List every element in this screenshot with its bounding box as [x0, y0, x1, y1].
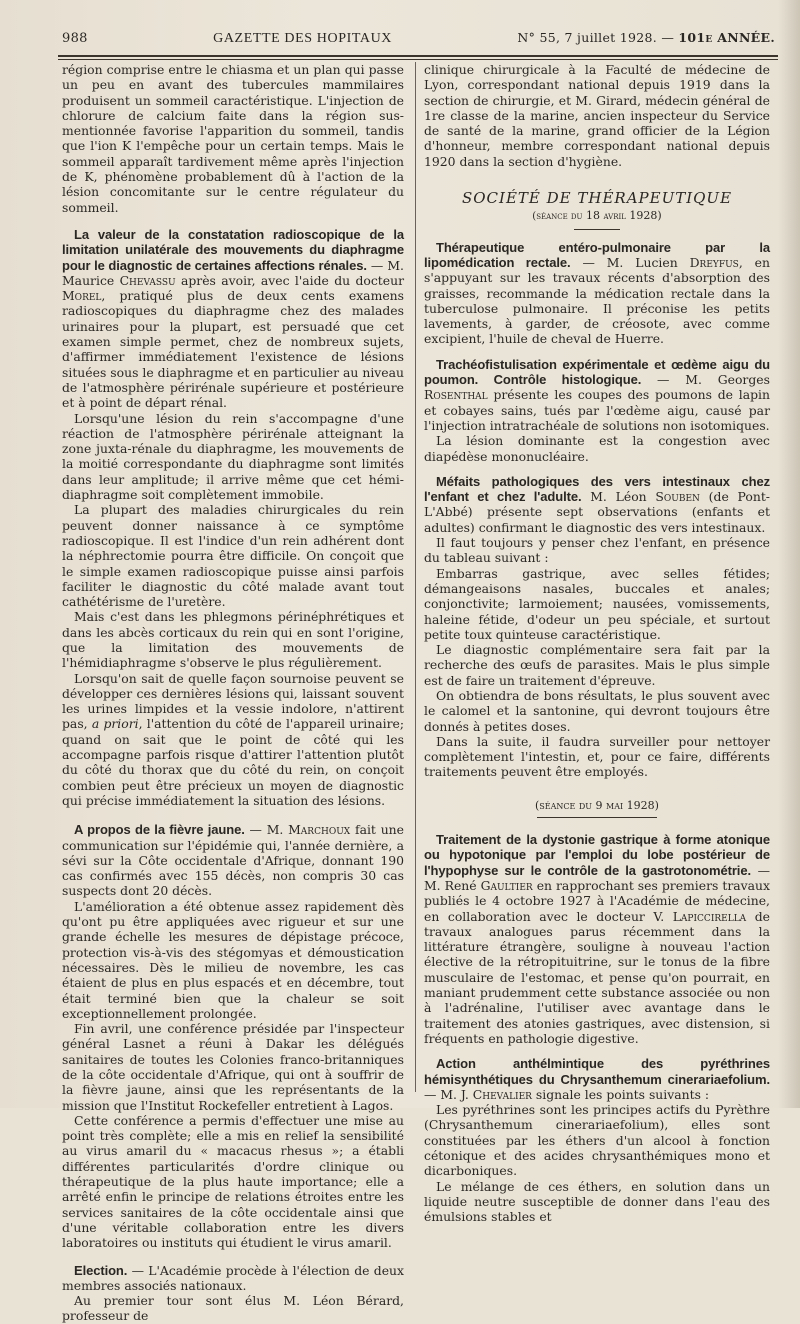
section-title: SOCIÉTÉ DE THÉRAPEUTIQUE: [461, 189, 733, 208]
article-fievre-jaune: [62, 822, 404, 1250]
article-paragraph: Election. — L'Académie procède à l'élection de deux membres associés nationaux.: [62, 1262, 404, 1293]
article-paragraph: Mais c'est dans les phlegmons périnéphrétiques et dans les abcès corticaux du rein qui en sont l'origine, que la limitation des mouvements de l'hémidiaphragme s'observe le plus régulièrement.: [62, 609, 404, 671]
column-divider: [415, 62, 416, 1092]
article-paragraph: Lorsqu'on sait de quelle façon sournoise peuvent se développer ces dernières lésions qui, laissant souvent les urines limpides et la vessie indolore, n'attirent pas, a priori, l'attention du côté de l'appareil urinaire; quand on sait que le point de côté qui les accompagne parfois risque d'attirer l'attention plutôt du côté du thorax que du côté du rein, on conçoit combien peut être précieux un moyen de diagnostic qui précise immédiatement la situation des lésions.: [62, 670, 404, 808]
header-rule-thin: [58, 59, 778, 60]
continued-paragraph: clinique chirurgicale à la Faculté de médecine de Lyon, correspondant national depuis 1919 dans la section de chirurgie, et M. Girard, médecin général de 1re classe de la marine, ancien inspecteur du Service de santé de la marine, grand officier de la Légion d'honneur, membre correspondant national depuis 1920 dans la section d'hygiène.: [424, 62, 770, 169]
article-title: Traitement de la dystonie gastrique à forme atonique ou hypotonique par l'emploi du lobe postérieur de l'hypophyse sur le contrôle de la gastrotonométrie.: [424, 832, 770, 878]
author-name: Chevassu: [119, 272, 176, 288]
article-paragraph: Lorsqu'une lésion du rein s'accompagne d'une réaction de l'atmosphère périrénale atteignant la zone juxta-rénale du diaphragme, les mouvements de la moitié correspondante du diaphragme sont limités dans leur amplitude; il arrive même que cet hémi-diaphragme soit complètement immobile.: [62, 410, 404, 503]
article-paragraph: Les pyréthrines sont les principes actifs du Pyrèthre (Chrysanthemum cinerariaefolium), elles sont constituées par les éthers d'un alcool à fonction cétonique et des acides chrysanthémiques mono et dicarboniques.: [424, 1102, 770, 1179]
article-paragraph: Action anthélmintique des pyréthrines hémisynthétiques du Chrysanthemum cinerariaefolium. — M. J. Chevalier signale les points suivants :: [424, 1056, 770, 1102]
author-name: Souben: [655, 489, 700, 505]
article-paragraph: Traitement de la dystonie gastrique à forme atonique ou hypotonique par l'emploi du lobe postérieur de l'hypophyse sur le contrôle de la gastrotonométrie. — M. René Gaultier en rapprochant ses premiers travaux publiés le 4 octobre 1927 à l'Académie de médecine, en collaboration avec le docteur V. Lapiccirella de travaux analogues parus récemment dans la littérature étrangère, souligne à nouveau l'action élective de la rétropituitrine, sur le tonus de la fibre musculaire de l'estomac, et pense qu'on pourrait, en maniant prudemment cette substance associée ou non à l'adrénaline, l'utiliser avec avantage dans le traitement des atonies gastriques, avec distension, si fréquents en pathologie digestive.: [424, 832, 770, 1046]
article-title: Trachéofistulisation expérimentale et œdème aigu du poumon. Contrôle histologique.: [424, 356, 770, 388]
right-column: [424, 62, 770, 1224]
article-paragraph: L'amélioration a été obtenue assez rapidement dès qu'ont pu être appliquées avec rigueur et sur une grande échelle les mesures de dépistage précoce, protection vis-à-vis des stégomyas et démoustication nécessaires. Dès le milieu de novembre, les cas étaient de plus en plus espacés et en décembre, tout était terminé bien que la chaleur se soit exceptionnellement prolongée.: [62, 898, 404, 1021]
author-name: Morel: [62, 288, 102, 304]
author-name: Rosenthal: [424, 387, 488, 403]
seance-date: (séance du 18 avril 1928): [532, 209, 662, 223]
article-lipomedication: [424, 240, 770, 347]
article-paragraph: Méfaits pathologiques des vers intestinaux chez l'enfant et chez l'adulte. M. Léon Souben (de Pont-L'Abbé) présente sept observations (enfants et adultes) confirmant le diagnostic des vers intestinaux.: [424, 473, 770, 535]
seance-date: (séance du 9 mai 1928): [535, 798, 659, 812]
article-paragraph: La lésion dominante est la congestion avec diapédèse mononucléaire.: [424, 433, 770, 464]
article-paragraph: On obtiendra de bons résultats, le plus souvent avec le calomel et la santonine, qui devront toujours être donnés à petites doses.: [424, 687, 770, 734]
article-paragraph: Il faut toujours y penser chez l'enfant, en présence du tableau suivant :: [424, 535, 770, 566]
author-name: Lapiccirella: [672, 908, 747, 924]
page-edge-shadow: [778, 0, 800, 1108]
article-paragraph: Cette conférence a permis d'effectuer une mise au point très complète; elle a mis en relief la sensibilité au virus amaril du « macacus rhesus »; a établi différentes particularités d'ordre clinique ou thérapeutique de la plus haute importance; elle a arrêté enfin le principe de relations étroites entre les services sanitaires de la côte occidentale ainsi que d'une véritable collaboration entre les divers laboratoires ou instituts qui étudient le virus amaril.: [62, 1112, 404, 1251]
issue-number: N° 55, 7 juillet 1928. —: [517, 30, 675, 45]
article-paragraph: Le mélange de ces éthers, en solution dans un liquide neutre susceptible de donner dans l'eau des émulsions stables et: [424, 1178, 770, 1225]
article-paragraph: Fin avril, une conférence présidée par l'inspecteur général Lasnet a réuni à Dakar les délégués sanitaires de toutes les Colonies franco-britanniques de la côte occidentale d'Afrique, qui ont à souffrir de la fièvre jaune, ainsi que les représentants de la mission que l'Institut Rockefeller entretient à Lagos.: [62, 1021, 404, 1113]
article-paragraph: Le diagnostic complémentaire sera fait par la recherche des œufs de parasites. Mais le plus simple est de faire un traitement d'épreuve.: [424, 642, 770, 688]
article-paragraph: La plupart des maladies chirurgicales du rein peuvent donner naissance à ce symptôme radioscopique. Il est l'indice d'un rein adhérent dont la néphrectomie pourra être difficile. On conçoit que le simple examen radioscopique puisse ainsi parfois faciliter le diagnostic du côté malade avant tout cathétérisme de l'uretère.: [62, 502, 404, 610]
author-name: Marchoux: [288, 822, 351, 838]
page-number: 988: [62, 31, 88, 46]
article-title: Action anthélmintique des pyréthrines hémisynthétiques du Chrysanthemum cinerariaefolium.: [424, 1056, 770, 1087]
issue-info: [517, 30, 775, 45]
article-paragraph: La valeur de la constatation radioscopique de la limitation unilatérale des mouvements du diaphragme pour le diagnostic de certaines affections rénales. — M. Maurice Chevassu après avoir, avec l'aide du docteur Morel, pratiqué plus de deux cents examens radioscopiques du diaphragme chez des malades urinaires pour la plupart, est persuadé que cet examen simple permet, chez de nombreux sujets, d'affirmer immédiatement l'existence de lésions situées sous le diaphragme et en particulier au niveau de l'atmosphère périrénale supérieure et postérieure et à point de départ rénal.: [62, 226, 404, 411]
continued-paragraph: région comprise entre le chiasma et un plan qui passe un peu en avant des tubercules mammilaires produisent un sommeil caractéristique. L'injection de chlorure de calcium faite dans la région sus-mentionnée favorise l'apparition du sommeil, tandis que l'ion K l'empêche pour un certain temps. Mais le sommeil apparaît tardivement même après l'injection de K, phénomène probablement dû à l'action de la lésion concomitante sur le centre régulateur du sommeil.: [62, 62, 404, 215]
header-rule: [58, 55, 778, 57]
article-tracheofistulisation: [424, 357, 770, 464]
author-name: Gaultier: [480, 877, 533, 893]
section-rule: [574, 229, 620, 230]
article-vers-intestinaux: [424, 474, 770, 780]
article-dystonie-gastrique: [424, 832, 770, 1046]
article-paragraph: Au premier tour sont élus M. Léon Bérard, professeur de: [62, 1293, 404, 1324]
article-paragraph: Dans la suite, il faudra surveiller pour nettoyer complètement l'intestin, et, pour ce faire, différents traitements peuvent être employés.: [424, 733, 770, 780]
article-election: [62, 1263, 404, 1324]
article-paragraph: A propos de la fièvre jaune. — M. Marchoux fait une communication sur l'épidémie qui, l'année dernière, a sévi sur la Côte occidentale d'Afrique, donnant 190 cas confirmés avec 155 décès, non compris 30 cas suspects dont 20 décès.: [62, 822, 404, 899]
article-title: Méfaits pathologiques des vers intestinaux chez l'enfant et chez l'adulte.: [424, 473, 770, 505]
article-title: Election.: [74, 1262, 128, 1278]
author-name: Dreyfus: [689, 254, 739, 270]
article-paragraph: Thérapeutique entéro-pulmonaire par la lipomédication rectale. — M. Lucien Dreyfus, en s'appuyant sur les travaux récents d'absorption des graisses, recommande la médication rectale dans la tuberculose pulmonaire. Il préconise les petits lavements, à garder, de créosote, avec comme excipient, l'huile de cheval de Huerre.: [424, 239, 770, 347]
author-name: Chevalier: [472, 1086, 532, 1102]
article-paragraph: Trachéofistulisation expérimentale et œdème aigu du poumon. Contrôle histologique. — M. Georges Rosenthal présente les coupes des poumons de lapin et cobayes sains, tués par l'œdème aigu, causé par l'injection intratrachéale de solutions non isotomiques.: [424, 356, 770, 433]
article-title: Thérapeutique entéro-pulmonaire par la lipomédication rectale.: [424, 239, 770, 270]
article-diaphragme: [62, 227, 404, 808]
article-pyrethrines: [424, 1056, 770, 1224]
article-paragraph: Embarras gastrique, avec selles fétides; démangeaisons nasales, buccales et anales; conjonctivite; larmoiement; nausées, vomissements, haleine fétide, d'odeur un peu spéciale, et surtout petite toux quinteuse caractéristique.: [424, 565, 770, 642]
year-edition: 101e ANNÉE.: [678, 30, 775, 45]
section-rule: [537, 817, 657, 818]
article-title: A propos de la fièvre jaune.: [74, 822, 245, 838]
running-header: [62, 30, 775, 52]
journal-title: GAZETTE DES HOPITAUX: [213, 31, 392, 46]
article-title: La valeur de la constatation radioscopique de la limitation unilatérale des mouvements du diaphragme pour le diagnostic de certaines affections rénales.: [62, 226, 404, 273]
left-column: [62, 62, 404, 1324]
